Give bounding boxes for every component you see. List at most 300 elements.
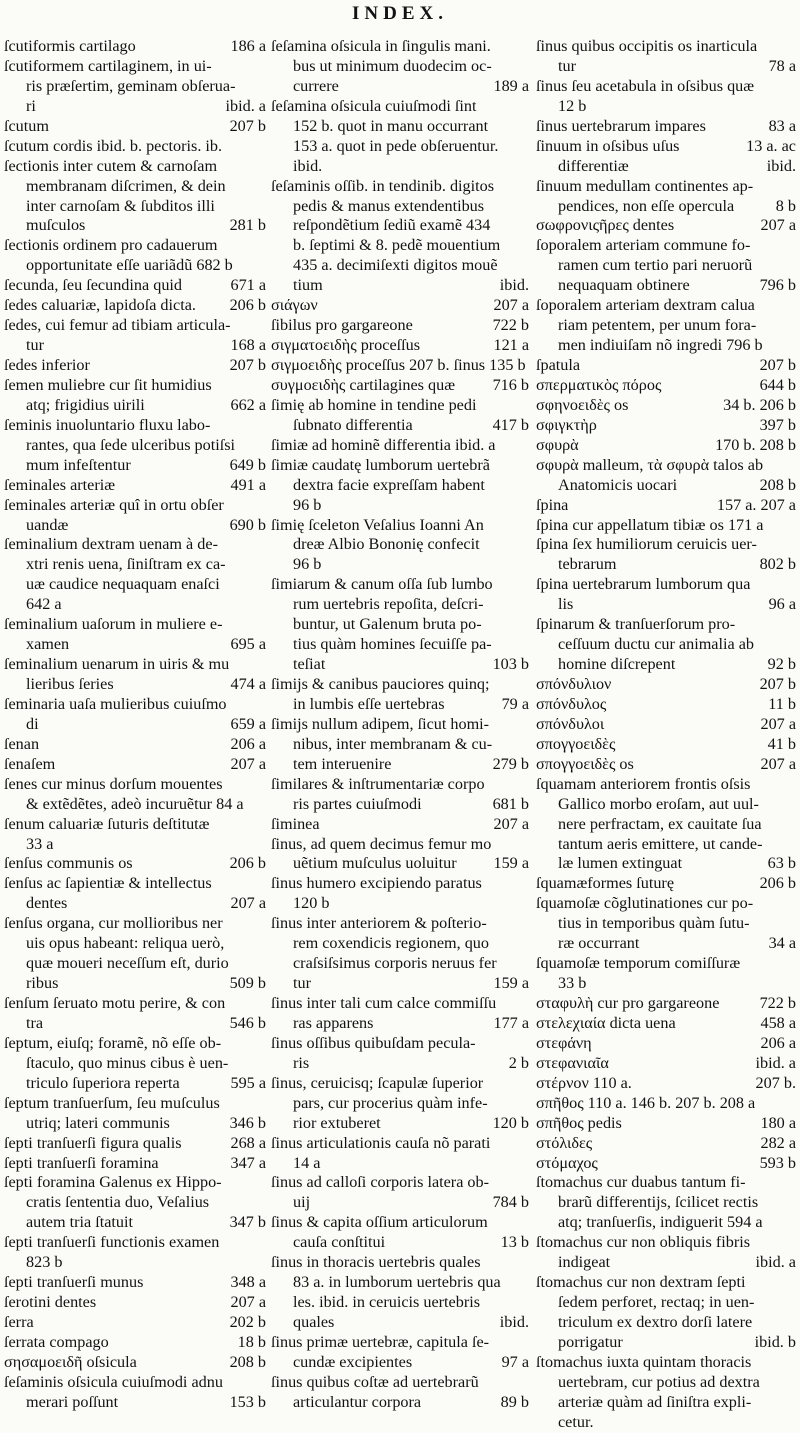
index-entry-line xyxy=(4,476,266,496)
index-entry xyxy=(4,755,266,775)
index-entry-line xyxy=(536,137,796,157)
entry-text: rem coxendicis regionem, quo xyxy=(293,934,489,953)
index-entry xyxy=(271,396,529,436)
entry-text: ſquamam anteriorem frontis oſsis xyxy=(536,774,751,793)
page-reference xyxy=(525,555,529,575)
entry-text: tebrarum xyxy=(558,555,617,574)
index-entry xyxy=(536,376,796,396)
page-reference: 89 b xyxy=(500,1392,529,1411)
page-reference xyxy=(525,57,529,77)
page-reference: 186 a xyxy=(230,37,266,55)
page-reference xyxy=(525,157,529,177)
index-entry-line xyxy=(536,735,796,755)
index-entry xyxy=(4,356,266,376)
page-reference xyxy=(262,994,266,1014)
entry-text: uandæ xyxy=(26,515,69,534)
entry-text: ſinus quibus coſtæ ad uertebrarũ xyxy=(271,1372,479,1391)
index-entry xyxy=(271,914,529,994)
page-reference: 79 a xyxy=(501,694,529,713)
page-reference xyxy=(262,137,266,157)
entry-text: στόλιδες xyxy=(536,1133,593,1152)
index-entry-line xyxy=(536,1094,796,1114)
page-reference xyxy=(792,635,796,655)
page-reference: 206 b xyxy=(229,854,266,873)
entry-text: ſtomachus cur non obliquis fibris xyxy=(536,1233,751,1252)
page-reference: 417 b xyxy=(492,415,529,434)
page-reference: 120 b xyxy=(492,1113,529,1132)
index-entry-line xyxy=(536,655,796,675)
entry-text: ſedes, cui femur ad tibiam articula- xyxy=(4,316,231,335)
index-entry-line xyxy=(271,695,529,715)
index-entry-line xyxy=(4,635,266,655)
index-entry-line xyxy=(4,1313,266,1333)
page-reference: 159 a xyxy=(493,974,529,993)
page-reference xyxy=(262,177,266,197)
page-reference xyxy=(262,1054,266,1074)
entry-text: lieribus ſeries xyxy=(26,675,114,693)
index-entry-line xyxy=(271,416,529,436)
index-entry xyxy=(271,1253,529,1333)
page-reference xyxy=(525,516,529,536)
entry-text: στόμαχος xyxy=(536,1153,598,1172)
page-reference xyxy=(792,316,796,336)
entry-text: σπῆθος 110 a. 146 b. 207 b. 208 a xyxy=(536,1093,756,1112)
index-entry-line xyxy=(4,555,266,575)
index-entry xyxy=(4,1034,266,1094)
page-reference: 268 a xyxy=(230,1133,266,1152)
index-entry-line xyxy=(271,1034,529,1054)
page-reference xyxy=(792,795,796,815)
entry-text: σφιγκτὴρ xyxy=(536,415,597,434)
index-entry xyxy=(536,137,796,177)
entry-text: 33 b xyxy=(558,974,587,993)
index-entry-line xyxy=(4,1074,266,1094)
page-reference xyxy=(525,476,529,496)
entry-text: ſeſamina oſsicula cuiuſmodi ſint xyxy=(271,96,477,115)
index-entry-line xyxy=(4,1173,266,1193)
index-entry xyxy=(271,1333,529,1373)
index-entry-line xyxy=(271,974,529,994)
index-entry-line xyxy=(536,1173,796,1193)
entry-text: ras apparens xyxy=(293,1013,374,1032)
entry-text: ibid. xyxy=(293,156,323,175)
page-reference xyxy=(525,97,529,117)
page-reference: 206 a xyxy=(230,734,266,753)
page-reference xyxy=(262,835,266,855)
entry-text: ſinus ad calloſi corporis latera ob- xyxy=(271,1173,490,1192)
index-entry-line xyxy=(271,516,529,536)
index-entry-line xyxy=(536,77,796,97)
entry-text: triculum ex dextro dorſi latere xyxy=(558,1313,753,1331)
entry-text: ramen cum tertio pari neruorũ xyxy=(558,256,753,275)
page-reference: 34 b. 206 b xyxy=(723,395,796,414)
index-entry-line xyxy=(4,376,266,396)
index-entry-line xyxy=(4,356,266,376)
page-reference xyxy=(262,77,266,97)
page-reference: 681 b xyxy=(492,794,529,813)
entry-text: ſeſaminis oſsicula cuiuſmodi adnu xyxy=(4,1372,223,1391)
index-entry-line xyxy=(271,376,529,396)
index-entry-line xyxy=(536,874,796,894)
index-entry xyxy=(271,336,529,356)
index-entry-line xyxy=(536,336,796,356)
page-reference xyxy=(792,1393,796,1413)
index-entry-line xyxy=(4,117,266,137)
entry-text: ſeptum, eiuſq; foramẽ, nõ eſſe ob- xyxy=(4,1033,222,1052)
entry-text: men indiuiſam nõ ingredi 796 b xyxy=(558,336,763,355)
entry-text: ſinus inter tali cum calce commiſſu xyxy=(271,994,497,1012)
entry-text: triculo ſuperiora reperta xyxy=(26,1073,180,1092)
index-entry xyxy=(4,1273,266,1293)
entry-text: articulantur corpora xyxy=(293,1392,422,1411)
entry-text: tra xyxy=(26,1013,44,1032)
index-entry-line xyxy=(271,316,529,336)
index-entry-line xyxy=(271,276,529,296)
index-entry xyxy=(536,994,796,1014)
index-entry xyxy=(271,1373,529,1413)
page-reference xyxy=(262,256,266,276)
entry-text: 14 a xyxy=(293,1153,321,1172)
index-entry-line xyxy=(271,436,529,456)
page-reference: 170 b. 208 b xyxy=(715,435,796,454)
index-column-3 xyxy=(536,37,796,1433)
page-reference: 34 a xyxy=(768,934,796,953)
entry-text: ſimiarum & canum oſſa ſub lumbo xyxy=(271,575,493,594)
entry-text: ſquamoſæ cõglutinationes cur po- xyxy=(536,894,754,913)
page-reference: 649 b xyxy=(229,455,266,474)
page-reference xyxy=(792,1353,796,1373)
index-entry-line xyxy=(536,1313,796,1333)
entry-text: ſimijs & canibus pauciores quinq; xyxy=(271,675,490,693)
entry-text: rantes, qua ſede ulceribus potiſsi xyxy=(26,435,236,454)
entry-text: ſpatula xyxy=(536,356,581,374)
entry-text: dentes xyxy=(26,894,68,913)
entry-text: pedis & manus extendentibus xyxy=(293,196,485,215)
index-entry xyxy=(4,476,266,496)
index-entry xyxy=(4,535,266,615)
index-entry-line xyxy=(271,137,529,157)
page-reference xyxy=(792,516,796,536)
entry-text: homine diſcrepent xyxy=(558,655,676,674)
page-reference: 206 b xyxy=(759,874,796,893)
page-reference xyxy=(792,37,796,57)
entry-text: σφηνοειδὲς os xyxy=(536,395,629,414)
page-reference xyxy=(262,655,266,675)
page-reference: 63 b xyxy=(767,854,796,873)
entry-text: σιγμοειδὴς proceſſus 207 b. ſinus 135 b xyxy=(271,356,526,374)
index-entry-line xyxy=(536,1353,796,1373)
index-entry-line xyxy=(271,197,529,217)
index-entry xyxy=(536,117,796,137)
entry-text: συγμοειδὴς cartilagines quæ xyxy=(271,375,456,394)
page-reference xyxy=(262,595,266,615)
page-reference xyxy=(525,1154,529,1174)
entry-text: ſenſus communis os xyxy=(4,854,133,873)
page-reference: ibid. xyxy=(499,276,529,295)
index-entry-line xyxy=(536,1333,796,1353)
entry-text: ſimiæ ad hominẽ differentia ibid. a xyxy=(271,435,496,454)
page-reference xyxy=(262,775,266,795)
entry-text: 823 b xyxy=(26,1253,63,1272)
index-entry xyxy=(536,954,796,994)
page-reference: 397 b xyxy=(759,415,796,434)
index-entry-line xyxy=(271,994,529,1014)
index-entry xyxy=(4,874,266,914)
index-entry-line xyxy=(271,1233,529,1253)
entry-text: σπερματικὸς πόρος xyxy=(536,375,662,394)
page-reference: 96 a xyxy=(768,595,796,614)
index-entry xyxy=(4,416,266,476)
page-reference: 207 a xyxy=(493,296,529,315)
entry-text: 153 a. quot in pede obſeruentur. xyxy=(293,136,499,155)
page-reference xyxy=(262,954,266,974)
entry-text: ſemen muliebre cur ſit humidius xyxy=(4,375,212,394)
index-entry-line xyxy=(4,197,266,217)
index-entry-line xyxy=(271,1054,529,1074)
page-reference xyxy=(792,336,796,356)
index-entry xyxy=(4,496,266,536)
index-entry xyxy=(536,575,796,615)
page-reference: 18 b xyxy=(237,1332,266,1351)
entry-text: ſeminalium dextram uenam à de- xyxy=(4,535,218,554)
index-entry xyxy=(536,755,796,775)
entry-text: uæ caudice nequaquam enaſci xyxy=(26,575,220,594)
index-entry-line xyxy=(4,1273,266,1293)
index-entry-line xyxy=(271,874,529,894)
entry-text: ſinus, ad quem decimus femur mo xyxy=(271,834,492,853)
index-entry-line xyxy=(4,57,266,77)
entry-text: ſinus uertebrarum impares xyxy=(536,116,706,135)
index-entry xyxy=(536,37,796,77)
page-reference: 282 a xyxy=(760,1133,796,1152)
index-entry xyxy=(536,177,796,217)
entry-text: riam petentem, per unum fora- xyxy=(558,316,757,335)
page-reference xyxy=(262,496,266,516)
index-entry xyxy=(271,1173,529,1213)
page-reference xyxy=(525,595,529,615)
entry-text: rum uertebris repoſita, deſcri- xyxy=(293,595,484,614)
page-reference: 671 a xyxy=(230,276,266,295)
index-entry-line xyxy=(536,555,796,575)
index-entry-line xyxy=(4,436,266,456)
entry-text: mum infeſtentur xyxy=(26,455,131,474)
index-entry-line xyxy=(4,914,266,934)
page-reference: 279 b xyxy=(492,754,529,773)
entry-text: cundæ excipientes xyxy=(293,1352,413,1371)
index-entry-line xyxy=(271,1393,529,1413)
entry-text: ſiminea xyxy=(271,814,320,833)
page-reference xyxy=(525,216,529,236)
entry-text: atq; frigidius uirili xyxy=(26,395,145,414)
page-reference xyxy=(525,456,529,476)
index-entry-line xyxy=(536,934,796,954)
index-entry xyxy=(4,695,266,735)
index-entry-line xyxy=(536,914,796,934)
index-entry-line xyxy=(536,615,796,635)
entry-text: ſcutum xyxy=(4,116,49,135)
page-reference: 207 b xyxy=(229,356,266,374)
entry-text: ſpina ſex humiliorum ceruicis uer- xyxy=(536,535,757,554)
index-entry xyxy=(536,456,796,496)
page-reference: 13 a. ac xyxy=(746,136,796,155)
entry-text: pendices, non eſſe opercula xyxy=(558,196,735,215)
index-entry xyxy=(536,396,796,416)
index-entry-line xyxy=(271,77,529,97)
entry-text: tem interuenire xyxy=(293,754,392,773)
page-reference xyxy=(525,256,529,276)
index-entry xyxy=(536,735,796,755)
entry-text: ſimijs nullum adipem, ſicut homi- xyxy=(271,714,490,733)
page-reference: 802 b xyxy=(759,555,796,574)
index-entry-line xyxy=(536,356,796,376)
entry-text: ſeminalium uenarum in uiris & mu xyxy=(4,655,230,674)
index-entry-line xyxy=(271,1134,529,1154)
entry-text: quæ moueri neceſſum eſt, durio xyxy=(26,954,229,973)
page-reference xyxy=(792,1293,796,1313)
page-reference: 207 a xyxy=(230,1293,266,1312)
entry-text: ſinus oſſibus quibuſdam pecula- xyxy=(271,1033,476,1052)
index-entry-line xyxy=(271,635,529,655)
index-entry-line xyxy=(271,615,529,635)
index-entry xyxy=(4,854,266,874)
index-entry xyxy=(536,216,796,236)
index-entry xyxy=(4,37,266,57)
page-reference xyxy=(792,177,796,197)
index-entry-line xyxy=(4,496,266,516)
page-reference xyxy=(525,1293,529,1313)
page-reference xyxy=(262,535,266,555)
entry-text: ſimiæ caudatę lumborum uertebrã xyxy=(271,455,490,474)
entry-text: στελεχιαία dicta uena xyxy=(536,1013,676,1032)
index-entry-line xyxy=(536,1413,796,1433)
entry-text: uẽtium muſculus uoluitur xyxy=(293,854,457,873)
index-entry xyxy=(4,655,266,695)
index-entry xyxy=(4,1373,266,1413)
index-entry-line xyxy=(4,216,266,236)
index-entry-line xyxy=(4,934,266,954)
entry-text: ſcutum cordis ibid. b. pectoris. ib. xyxy=(4,136,223,155)
page-reference xyxy=(262,416,266,436)
index-entry-line xyxy=(4,1114,266,1134)
entry-text: tantum aeris emittere, ut cande- xyxy=(558,834,763,853)
page-reference: 11 b xyxy=(768,694,796,713)
index-entry-line xyxy=(4,675,266,695)
page-reference: 347 a xyxy=(230,1153,266,1172)
page-reference: 153 b xyxy=(229,1392,266,1411)
page-reference xyxy=(792,97,796,117)
index-entry-line xyxy=(536,57,796,77)
index-entry-line xyxy=(4,795,266,815)
entry-text: quales xyxy=(293,1313,335,1331)
index-entry xyxy=(271,575,529,675)
entry-text: ſepti tranſuerſi foramina xyxy=(4,1153,159,1172)
entry-text: Gallico morbo eroſam, aut uul- xyxy=(558,794,759,813)
entry-text: ſinuum medullam continentes ap- xyxy=(536,176,754,195)
index-entry xyxy=(536,516,796,536)
index-entry xyxy=(536,1114,796,1134)
entry-text: ſinus inter anteriorem & poſterio- xyxy=(271,914,487,933)
index-entry-line xyxy=(4,715,266,735)
page-reference: 159 a xyxy=(493,854,529,873)
index-entry-line xyxy=(4,655,266,675)
index-entry xyxy=(4,1173,266,1233)
page-reference xyxy=(792,615,796,635)
index-entry xyxy=(536,1154,796,1174)
entry-text: ſeminales arteriæ xyxy=(4,475,116,494)
index-entry-line xyxy=(536,376,796,396)
entry-text: ſepti tranſuerſi functionis examen xyxy=(4,1233,220,1252)
page-reference xyxy=(792,775,796,795)
index-entry xyxy=(4,1134,266,1154)
index-entry xyxy=(4,296,266,316)
page-reference xyxy=(525,735,529,755)
index-entry xyxy=(536,1074,796,1094)
index-entry-line xyxy=(271,117,529,137)
entry-text: lis xyxy=(558,595,574,614)
index-entry xyxy=(4,57,266,117)
page-reference xyxy=(792,914,796,934)
page-reference: 97 a xyxy=(501,1352,529,1371)
index-entry-line xyxy=(536,296,796,316)
index-entry-line xyxy=(4,177,266,197)
entry-text: xtri renis uena, ſiniſtram ex ca- xyxy=(26,555,226,574)
page-reference xyxy=(262,1193,266,1213)
index-entry xyxy=(536,775,796,875)
index-entry-line xyxy=(536,1014,796,1034)
page-reference xyxy=(262,1373,266,1393)
page-reference xyxy=(262,555,266,575)
page-reference xyxy=(525,197,529,217)
entry-text: reſpondẽtium ſediũ examẽ 434 xyxy=(293,216,491,235)
page-reference xyxy=(525,934,529,954)
entry-text: ſtomachus cur duabus tantum fi- xyxy=(536,1173,746,1192)
index-entry xyxy=(4,775,266,815)
entry-text: σπόνδυλος xyxy=(536,694,607,713)
index-entry xyxy=(4,1154,266,1174)
index-entry-line xyxy=(536,675,796,695)
page-reference xyxy=(792,835,796,855)
entry-text: ſenan xyxy=(4,734,40,753)
entry-text: ſepti foramina Galenus ex Hippo- xyxy=(4,1173,222,1192)
entry-text: ſquamæformes ſuturę xyxy=(536,874,675,893)
entry-text: tius in temporibus quàm ſutu- xyxy=(558,914,750,933)
entry-text: ſeptum tranſuerſum, ſeu muſculus xyxy=(4,1093,220,1112)
index-entry-line xyxy=(4,1333,266,1353)
entry-text: σιγματοειδὴς proceſſus xyxy=(271,336,421,355)
index-entry-line xyxy=(4,1134,266,1154)
index-entry-line xyxy=(271,57,529,77)
index-entry-line xyxy=(536,695,796,715)
index-entry-line xyxy=(536,216,796,236)
page-reference xyxy=(525,1253,529,1273)
page-reference xyxy=(262,1253,266,1273)
entry-text: cratis ſententia duo, Veſalius xyxy=(26,1193,210,1212)
index-entry-line xyxy=(536,575,796,595)
page-reference: 78 a xyxy=(768,56,796,75)
index-entry-line xyxy=(536,37,796,57)
index-entry-line xyxy=(4,854,266,874)
page-reference: 121 a xyxy=(493,336,529,355)
entry-text: ſinus quibus occipitis os inarticula xyxy=(536,37,758,55)
entry-text: ris xyxy=(293,1053,310,1072)
entry-text: nere perfractam, ex cauitate ſua xyxy=(558,814,762,833)
entry-text: ſenſus organa, cur mollioribus ner xyxy=(4,914,223,933)
page-reference xyxy=(525,635,529,655)
page-reference xyxy=(262,934,266,954)
index-entry-line xyxy=(536,197,796,217)
entry-text: pars, cur procerius quàm infe- xyxy=(293,1093,488,1112)
page-reference xyxy=(792,1413,796,1433)
